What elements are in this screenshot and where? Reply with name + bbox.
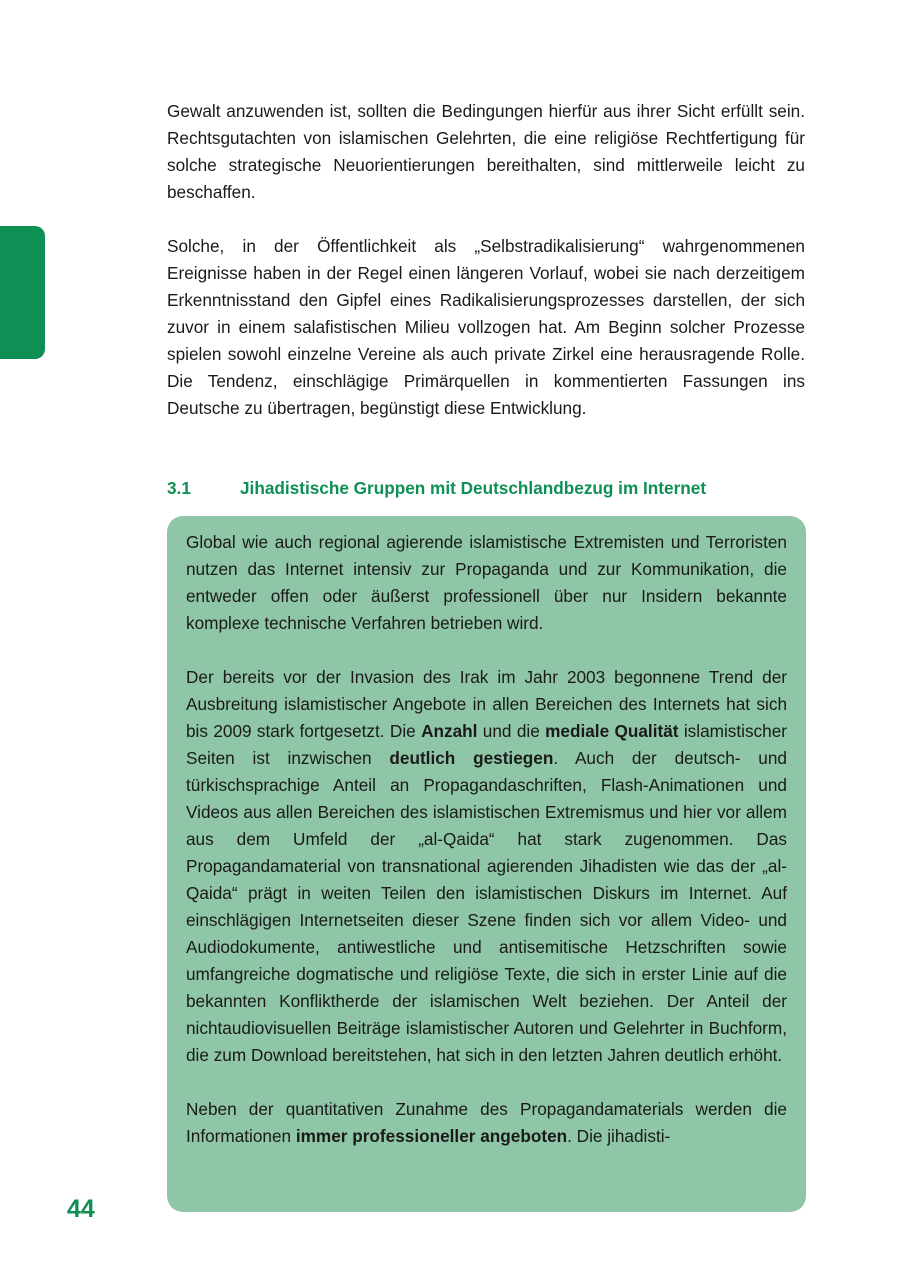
highlight-box <box>167 516 806 1212</box>
box-paragraph-2 <box>186 664 787 1069</box>
box-paragraph-2-text-4: . Auch der deutsch- und türkischsprachige Anteil an Propagandaschriften, Flash-Animationen und Videos aus allen Bereichen des islamistischen Extremismus und hier vor allem aus dem Umfeld der „al-Qaida“ hat stark zugenommen. Das Propagandamaterial von transnational agierenden Jihadisten wie das der „al-Qaida“ prägt in weiten Teilen den islamistischen Diskurs im Internet. Auf einschlägigen Internetseiten dieser Szene finden sich vor allem Video- und Audiodokumente, antiwestliche und antisemitische Hetzschriften sowie umfangreiche dogmatische und religiöse Texte, die sich in erster Linie auf die bekannten Konfliktherde der islamischen Welt beziehen. Der Anteil der nichtaudiovisuellen Beiträge islamistischer Autoren und Gelehrter in Buchform, die zum Download bereitstehen, hat sich in den letzten Jahren deutlich erhöht. <box>186 748 787 1065</box>
section-heading <box>167 476 807 500</box>
body-paragraph-1: Gewalt anzuwenden ist, sollten die Bedingungen hierfür aus ihrer Sicht erfüllt sein. Rechtsgutachten von islamischen Gelehrten, die eine religiöse Rechtfertigung für solche strategische Neuorientierungen bereithalten, sind mittlerweile leicht zu beschaffen. <box>167 101 805 202</box>
box-paragraph-3 <box>186 1096 787 1150</box>
section-title: Jihadistische Gruppen mit Deutschlandbezug im Internet <box>240 478 707 498</box>
box-paragraph-2-text-2: und die <box>477 721 546 741</box>
box-paragraph-3-text-1: Neben der quantitativen Zunahme des Propagandamaterials werden die Informationen <box>186 1099 787 1146</box>
section-number: 3.1 <box>167 478 191 498</box>
box-paragraph-2-bold-2: mediale Qualität <box>545 721 679 741</box>
box-paragraph-2-text-3: islamistischer Seiten ist inzwischen <box>186 721 787 768</box>
box-paragraph-3-bold-1: immer professioneller angeboten <box>295 1126 568 1146</box>
box-paragraph-2-bold-1: Anzahl <box>421 721 478 741</box>
page-number: 44 <box>67 1195 95 1223</box>
chapter-side-tab <box>0 226 45 359</box>
box-paragraph-2-bold-3: deutlich gestiegen <box>389 748 554 768</box>
box-paragraph-2-text-1: Der bereits vor der Invasion des Irak im Jahr 2003 begonnene Trend der Ausbreitung islamistischer Angebote in allen Bereichen des Internets hat sich bis 2009 stark fortgesetzt. Die <box>186 667 787 741</box>
box-paragraph-3-text-2: . Die jihadisti- <box>567 1126 671 1146</box>
body-paragraph-2: Solche, in der Öffentlichkeit als „Selbstradikalisierung“ wahrgenommenen Ereignisse haben in der Regel einen längeren Vorlauf, wobei sie nach derzeitigem Erkenntnisstand den Gipfel eines Radikalisierungsprozesses darstellen, der sich zuvor in einem salafistischen Milieu vollzogen hat. Am Beginn solcher Prozesse spielen sowohl einzelne Vereine als auch private Zirkel eine herausragende Rolle. Die Tendenz, einschlägige Primärquellen in kommentierten Fassungen ins Deutsche zu übertragen, begünstigt diese Entwicklung. <box>167 236 805 418</box>
box-paragraph-1: Global wie auch regional agierende islamistische Extremisten und Terroristen nutzen das Internet intensiv zur Propaganda und zur Kommunikation, die entweder offen oder äußerst professionell über nur Insidern bekannte komplexe technische Verfahren betrieben wird. <box>186 532 787 633</box>
